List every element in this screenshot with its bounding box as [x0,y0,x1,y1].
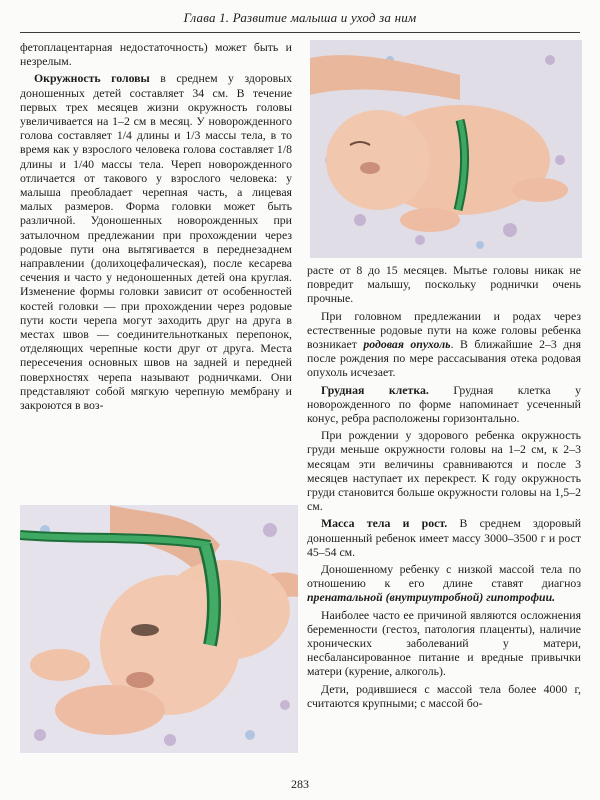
term-weight-height: Масса тела и рост. [321,516,448,531]
paragraph-continuation: фетоплацентарная недостаточность) может быть и незрелым. [20,40,292,69]
photo-chest-measurement-illustration [310,40,582,258]
paragraph-large-babies: Дети, родившиеся с массой тела более 4000 г, считаются крупными; с массой бо- [307,681,581,710]
paragraph-birth-tumor: При головном предлежании и родах через естественные родовые пути на коже головы ребенка возникает родовая опухоль. В ближайшие 2–3 дня после рождения по мере рассасывания отека родовая опухоль исчезает. [307,308,581,380]
header-rule [20,32,580,33]
running-header: Глава 1. Развитие малыша и уход за ним [183,10,417,25]
paragraph-weight-height: Масса тела и рост. В среднем здоровый доношенный ребенок имеет массу 3000–3500 г и рост 45–54 см. [307,516,581,559]
paragraph-text: в среднем у здоровых доношенных детей составляет 34 см. В течение первых трех месяцев жизни окружность головы увеличивается на 1–2 см в месяц. У новорожденного голова составляет 1/4 длины и 1/3 массы тела, в то время как у взрослого человека голова составляет 1/8 длины и 1/40 массы тела. Череп новорожденного отличается от такового у взрослого человека: у малыша преобладает черепная часть, а лицевая малых размеров. Форма головки может быть различной. Удоношенных новорожденных при затылочном предлежании при прохождении через родовые пути она вытягивается в переднезаднем направлении (долихоцефалическая), после кесарева сечения и часто у недоношенных детей она круглая. Изменение формы головки зависит от особенностей костей головки — при прохождении через родовые пути кости черепа могут заходить друг на друга в местах швов — соединительнотканых перепонок, отделяющих черепные кости друг от друга. Места пересечения основных швов на задней и передней поверхностях черепа называют родничками. Они представляют собой мягкую черепную мембрану и закроются в воз- [20,71,292,413]
paragraph-chest-circumference: При рождении у здорового ребенка окружность груди меньше окружности головы на 1–2 см, к 2–3 месяцам эти величины сравниваются и после 3 месяцев наступает их перекрест. К году окружность груди становится больше окружности головы на 1,5–2 см. [307,428,581,514]
photo-chest-measurement [310,40,582,258]
page-number: 283 [291,777,309,791]
term-chest: Грудная клетка. [321,382,429,397]
photo-head-measurement [20,505,298,753]
left-column [20,40,292,492]
term-head-circumference: Окружность головы [34,71,150,86]
paragraph-head-circumference [20,71,292,412]
term-hypotrophy: пренатальной (внутриутробной) гипотрофии. [307,590,556,605]
paragraph-chest: Грудная клетка. Грудная клетка у новорожденного по форме напоминает усеченный конус, ребра расположены горизонтально. [307,382,581,426]
right-column [307,263,581,785]
paragraph-causes: Наиболее часто ее причиной являются осложнения беременности (гестоз, патология плаценты), наличие хронических заболеваний у матери, несбалансированное питание и вредные привычки матери (курение, алкоголь). [307,607,581,679]
photo-head-measurement-illustration [20,505,298,753]
paragraph-continuation: расте от 8 до 15 месяцев. Мытье головы никак не повредит малышу, поскольку роднички очень прочные. [307,263,581,306]
term-birth-tumor: родовая опухоль [363,337,451,352]
paragraph-hypotrophy: Доношенному ребенку с низкой массой тела по отношению к его длине ставят диагноз пренатальной (внутриутробной) гипотрофии. [307,562,581,605]
